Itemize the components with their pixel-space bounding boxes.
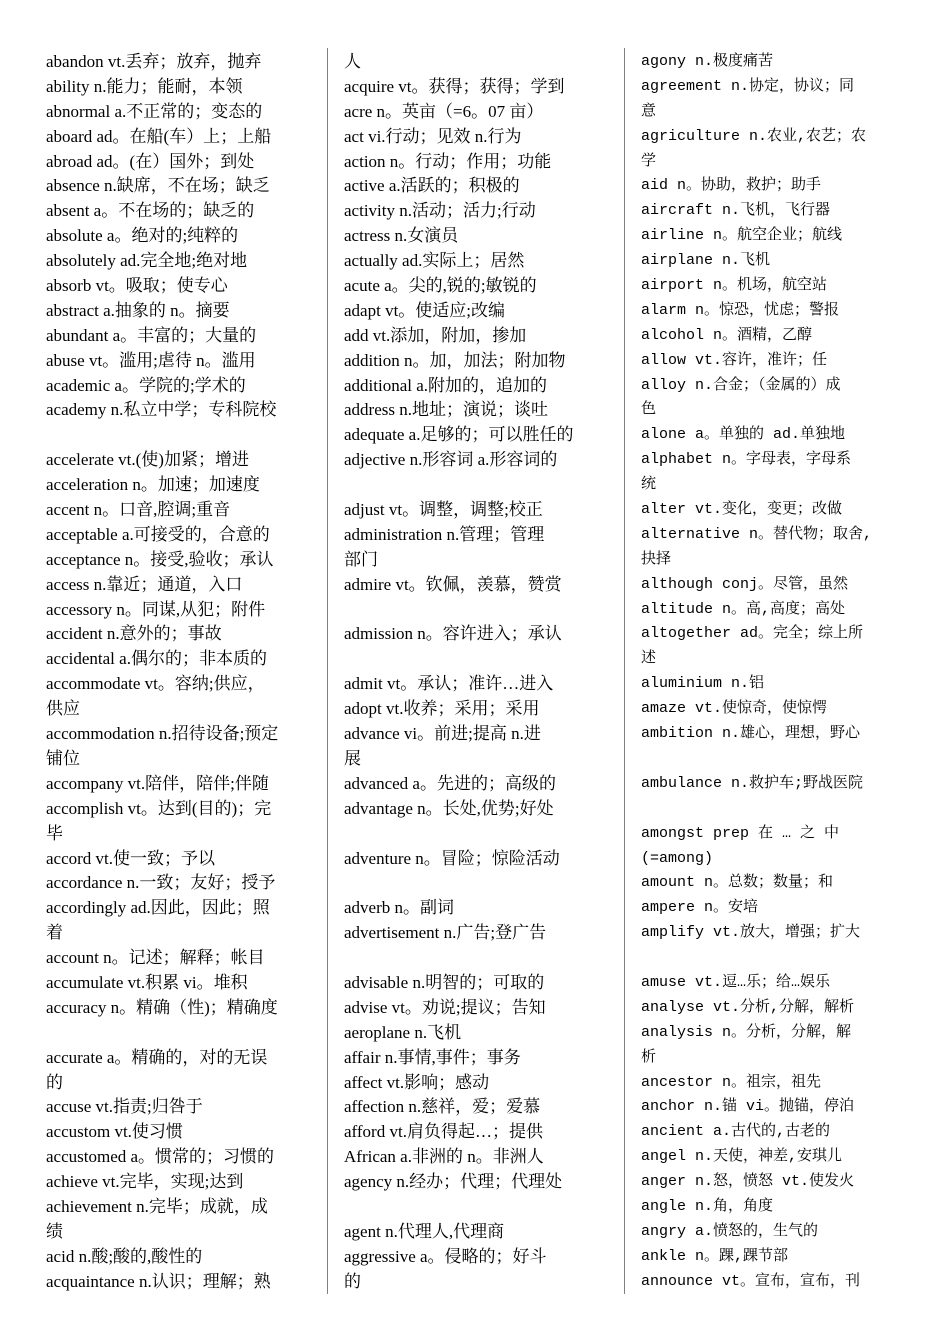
- entry-line: activity n.活动；活力;行动: [344, 201, 536, 221]
- entry-line: 展: [344, 748, 361, 768]
- entry-line: add vt.添加，附加，掺加: [344, 325, 527, 345]
- entry-line: aeroplane n.飞机: [344, 1022, 462, 1042]
- entry-line: aircraft n.飞机，飞行器: [641, 202, 831, 220]
- entry-line: advise vt。劝说;提议；告知: [344, 997, 546, 1017]
- entry-line: analyse vt.分析,分解，解析: [641, 998, 855, 1016]
- entry-line: abnormal a.不正常的；变态的: [46, 101, 263, 121]
- blank-line: [641, 946, 911, 971]
- blank-line: [344, 822, 608, 847]
- entry-line: absolutely ad.完全地;绝对地: [46, 251, 248, 271]
- entry-line: allow vt.容许，准许；任: [641, 351, 828, 369]
- entry-line: absorb vt。吸取；使专心: [46, 276, 228, 296]
- entry-line: alter vt.变化，变更；改做: [641, 501, 843, 519]
- blank-line: [344, 1195, 608, 1220]
- entry-line: 毕: [46, 823, 63, 843]
- entry-line: airplane n.飞机: [641, 252, 771, 270]
- entry-line: accordingly ad.因此，因此；照: [46, 898, 270, 918]
- entry-line: accomplish vt。达到(目的)；完: [46, 798, 272, 818]
- entry-line: amuse vt.逗…乐；给…娱乐: [641, 973, 831, 991]
- entry-line: admission n。容许进入；承认: [344, 624, 562, 644]
- entry-line: accuse vt.指责;归咎于: [46, 1097, 203, 1117]
- entry-line: active a.活跃的；积极的: [344, 176, 520, 196]
- entry-line: 意: [641, 102, 657, 120]
- entry-line: advisable n.明智的；可取的: [344, 972, 545, 992]
- entry-line: advertisement n.广告;登广告: [344, 923, 547, 943]
- entry-line: angle n.角，角度: [641, 1197, 774, 1215]
- entry-line: accordance n.一致；友好；授予: [46, 873, 276, 893]
- blank-line: [641, 747, 911, 772]
- entry-line: altogether ad。完全；综上所: [641, 625, 864, 643]
- entry-line: absence n.缺席，不在场；缺乏: [46, 176, 270, 196]
- blank-line: [641, 797, 911, 822]
- entry-line: accuracy n。精确（性)；精确度: [46, 997, 278, 1017]
- entry-line: 色: [641, 401, 657, 419]
- vocabulary-column-1: [46, 50, 312, 1295]
- entry-line: ambulance n.救护车;野战医院: [641, 774, 864, 792]
- entry-line: 人: [344, 52, 361, 71]
- entry-line: 的: [344, 1271, 361, 1291]
- entry-line: analysis n。分析，分解，解: [641, 1023, 852, 1041]
- entry-line: adjust vt。调整，调整;校正: [344, 500, 543, 520]
- entry-line: anger n.怒，愤怒 vt.使发火: [641, 1173, 855, 1191]
- entry-line: acre n。英亩（=6。07 亩）: [344, 101, 544, 121]
- entry-line: 学: [641, 152, 657, 170]
- entry-line: aboard ad。在船(车）上；上船: [46, 126, 272, 146]
- entry-line: African a.非洲的 n。非洲人: [344, 1147, 544, 1167]
- entry-line: advance vi。前进;提高 n.进: [344, 724, 541, 744]
- entry-line: airline n。航空企业；航线: [641, 227, 843, 245]
- entry-line: adopt vt.收养；采用；采用: [344, 699, 540, 719]
- blank-line: [46, 423, 312, 448]
- entry-line: alternative n。替代物；取舍,: [641, 525, 873, 543]
- entry-line: accompany vt.陪伴，陪伴;伴随: [46, 773, 269, 793]
- entry-line: address n.地址；演说；谈吐: [344, 400, 548, 420]
- entry-line: accord vt.使一致；予以: [46, 848, 216, 868]
- entry-line: academy n.私立中学；专科院校: [46, 400, 277, 420]
- entry-line: amaze vt.使惊奇，使惊愕: [641, 700, 828, 718]
- entry-line: angel n.天使，神差,安琪儿: [641, 1148, 843, 1166]
- entry-line: 的: [46, 1072, 63, 1092]
- blank-line: [344, 473, 608, 498]
- entry-line: admire vt。钦佩，羡慕，赞赏: [344, 574, 562, 594]
- entry-line: academic a。学院的;学术的: [46, 375, 246, 395]
- entry-line: 着: [46, 923, 63, 943]
- entry-line: admit vt。承认；准许…进入: [344, 674, 554, 694]
- entry-line: ambition n.雄心，理想，野心: [641, 725, 861, 743]
- blank-line: [344, 647, 608, 672]
- entry-line: acid n.酸;酸的,酸性的: [46, 1246, 203, 1266]
- entry-line: adjective n.形容词 a.形容词的: [344, 450, 558, 470]
- entry-line: acceptance n。接受,验收；承认: [46, 549, 274, 569]
- entry-line: amount n。总数；数量；和: [641, 874, 834, 892]
- entry-line: agony n.极度痛苦: [641, 53, 774, 70]
- entry-line: airport n。机场，航空站: [641, 277, 828, 295]
- entry-line: accelerate vt.(使)加紧；增进: [46, 450, 249, 470]
- entry-line: accent n。口音,腔调;重音: [46, 500, 231, 520]
- entry-line: abuse vt。滥用;虐待 n。滥用: [46, 350, 256, 370]
- entry-line: ancestor n。祖宗，祖先: [641, 1073, 822, 1091]
- entry-line: ankle n。踝,踝节部: [641, 1247, 789, 1265]
- entry-line: affair n.事情,事件；事务: [344, 1047, 521, 1067]
- entry-line: aid n。协助，救护；助手: [641, 177, 822, 195]
- entry-line: access n.靠近；通道，入口: [46, 574, 243, 594]
- entry-line: 统: [641, 476, 657, 494]
- entry-line: acquaintance n.认识；理解；熟: [46, 1271, 271, 1291]
- blank-line: [344, 598, 608, 623]
- entry-line: 述: [641, 650, 657, 668]
- entry-line: act vi.行动；见效 n.行为: [344, 126, 522, 146]
- entry-line: although conj。尽管，虽然: [641, 575, 849, 593]
- entry-line: achievement n.完毕；成就，成: [46, 1196, 268, 1216]
- entry-line: adventure n。冒险；惊险活动: [344, 848, 560, 868]
- entry-line: administration n.管理；管理: [344, 524, 545, 544]
- entry-line: alone a。单独的 ad.单独地: [641, 426, 846, 444]
- entry-line: adapt vt。使适应;改编: [344, 300, 506, 320]
- vocabulary-column-2: [344, 50, 608, 1295]
- entry-line: agency n.经办；代理；代理处: [344, 1172, 563, 1192]
- entry-line: abundant a。丰富的；大量的: [46, 325, 257, 345]
- entry-line: acquire vt。获得；获得；学到: [344, 76, 565, 96]
- blank-line: [344, 946, 608, 971]
- entry-line: alphabet n。字母表，字母系: [641, 451, 852, 469]
- entry-line: agent n.代理人,代理商: [344, 1221, 505, 1241]
- blank-line: [344, 871, 608, 896]
- entry-line: anchor n.锚 vi。抛锚，停泊: [641, 1098, 855, 1116]
- entry-line: accurate a。精确的，对的无误: [46, 1047, 268, 1067]
- entry-line: adverb n。副词: [344, 898, 455, 918]
- entry-line: affection n.慈祥，爱；爱慕: [344, 1097, 541, 1117]
- entry-line: additional a.附加的，追加的: [344, 375, 548, 395]
- entry-line: achieve vt.完毕，实现;达到: [46, 1172, 244, 1192]
- entry-line: agriculture n.农业,农艺；农: [641, 127, 867, 145]
- entry-line: aggressive a。侵略的；好斗: [344, 1246, 547, 1266]
- entry-line: 抉择: [641, 550, 672, 568]
- entry-line: 部门: [344, 549, 378, 569]
- entry-line: 绩: [46, 1221, 63, 1241]
- entry-line: altitude n。高,高度；高处: [641, 600, 846, 618]
- entry-line: advantage n。长处,优势;好处: [344, 798, 554, 818]
- entry-line: afford vt.肩负得起…；提供: [344, 1122, 543, 1142]
- entry-line: abandon vt.丢弃；放弃，抛弃: [46, 52, 262, 71]
- entry-line: action n。行动；作用；功能: [344, 151, 552, 171]
- entry-line: absent a。不在场的；缺乏的: [46, 201, 255, 221]
- entry-line: abstract a.抽象的 n。摘要: [46, 300, 230, 320]
- entry-line: 析: [641, 1048, 657, 1066]
- entry-line: acceleration n。加速；加速度: [46, 475, 260, 495]
- entry-line: accidental a.偶尔的；非本质的: [46, 649, 267, 669]
- entry-line: actually ad.实际上；居然: [344, 251, 525, 271]
- column-divider: [327, 48, 328, 1294]
- entry-line: announce vt。宣布，宣布，刊: [641, 1272, 861, 1290]
- entry-line: amplify vt.放大，增强；扩大: [641, 924, 861, 942]
- entry-line: angry a.愤怒的，生气的: [641, 1222, 819, 1240]
- entry-line: alarm n。惊恐，忧虑；警报: [641, 301, 840, 319]
- entry-line: abroad ad。(在）国外；到处: [46, 151, 255, 171]
- entry-line: accustomed a。惯常的；习惯的: [46, 1147, 275, 1167]
- vocabulary-column-3: [641, 50, 911, 1295]
- entry-line: acceptable a.可接受的，合意的: [46, 524, 270, 544]
- entry-line: affect vt.影响；感动: [344, 1072, 490, 1092]
- entry-line: addition n。加，加法；附加物: [344, 350, 566, 370]
- entry-line: account n。记述；解释；帐目: [46, 948, 265, 968]
- entry-line: ancient a.古代的,古老的: [641, 1123, 831, 1141]
- entry-line: advanced a。先进的；高级的: [344, 773, 556, 793]
- entry-line: absolute a。绝对的;纯粹的: [46, 226, 239, 246]
- entry-line: amongst prep 在 … 之 中: [641, 824, 840, 842]
- entry-line: alcohol n。酒精，乙醇: [641, 326, 813, 344]
- entry-line: aluminium n.铝: [641, 675, 765, 693]
- entry-line: adequate a.足够的；可以胜任的: [344, 425, 574, 445]
- entry-line: accident n.意外的；事故: [46, 624, 222, 644]
- entry-line: 铺位: [46, 748, 80, 768]
- entry-line: 供应: [46, 699, 80, 719]
- column-divider: [624, 48, 625, 1294]
- entry-line: ampere n。安培: [641, 899, 759, 917]
- entry-line: actress n.女演员: [344, 226, 459, 246]
- entry-line: accumulate vt.积累 vi。堆积: [46, 972, 248, 992]
- entry-line: acute a。尖的,锐的;敏锐的: [344, 276, 537, 296]
- entry-line: (=among): [641, 849, 714, 867]
- entry-line: alloy n.合金；（金属的）成: [641, 376, 841, 394]
- entry-line: accessory n。同谋,从犯；附件: [46, 599, 266, 619]
- entry-line: ability n.能力；能耐，本领: [46, 76, 243, 96]
- entry-line: accustom vt.使习惯: [46, 1122, 183, 1142]
- entry-line: accommodation n.招待设备;预定: [46, 724, 279, 744]
- entry-line: accommodate vt。容纳;供应，: [46, 674, 265, 694]
- blank-line: [46, 1021, 312, 1046]
- entry-line: agreement n.协定，协议；同: [641, 77, 855, 95]
